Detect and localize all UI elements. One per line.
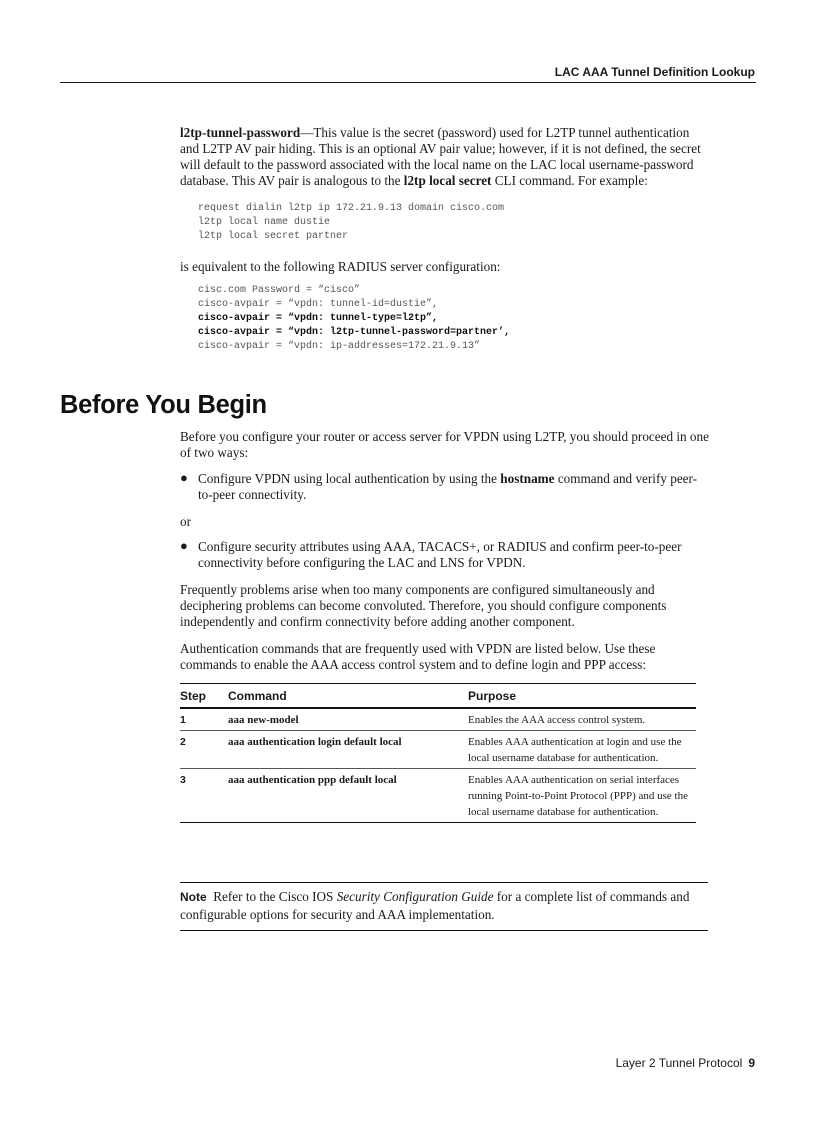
section-heading: Before You Begin: [60, 391, 267, 419]
auth-commands-table: [180, 683, 696, 823]
intro-paragraph: [180, 125, 710, 189]
term-l2tp-tunnel-password: l2tp-tunnel-password: [180, 125, 301, 140]
code-line: request dialin l2tp ip 172.21.9.13 domain cisco.com: [198, 203, 505, 214]
equivalent-paragraph: [180, 259, 710, 275]
column-header-step: Step: [180, 684, 228, 709]
table-row: [180, 708, 696, 731]
note-top-rule: [180, 882, 708, 883]
purpose-cell: Enables the AAA access control system.: [468, 708, 696, 731]
code-example-cli: [198, 202, 504, 244]
code-line: cisco-avpair = “vpdn: ip-addresses=172.21.9.13”: [198, 341, 481, 352]
hostname-command: hostname: [500, 471, 555, 486]
note-bottom-rule: [180, 930, 708, 931]
section-paragraph-3: Authentication commands that are frequently used with VPDN are listed below. Use these commands to enable the AAA access control system and to define login and PPP access:: [180, 641, 656, 672]
note-label: Note: [180, 890, 207, 904]
code-line: cisc.com Password = “cisco”: [198, 285, 361, 296]
bullet-item-2: ● Configure security attributes using AAA, TACACS+, or RADIUS and confirm peer-to-peer connectivity before configuring the LAC and LNS for VPDN.: [180, 538, 682, 570]
table-row: [180, 769, 696, 823]
code-line-bold: cisco-avpair = “vpdn: tunnel-type=l2tp”,: [198, 313, 439, 324]
code-example-radius: [198, 284, 510, 354]
table-header-row: [180, 684, 696, 709]
step-cell: 1: [180, 708, 228, 731]
footer-title: Layer 2 Tunnel Protocol: [615, 1056, 743, 1070]
cli-command-name: l2tp local secret: [403, 173, 492, 188]
step-cell: 2: [180, 731, 228, 769]
column-header-purpose: Purpose: [468, 684, 696, 709]
table-row: [180, 731, 696, 769]
intro-text-1: —This value is the secret (password) used for L2TP tunnel authentication and L2TP AV pair hiding. This is an optional AV pair value; however, if it is not defined, the secret will default to the password associated with the local name on the LAC local username-password database. This AV pair is analogous to the: [180, 125, 701, 188]
page-footer: [616, 1056, 755, 1070]
intro-text-2: CLI command. For example:: [491, 173, 648, 188]
purpose-cell: Enables AAA authentication on serial interfaces running Point-to-Point Protocol (PPP) and use the local username database for authentication.: [468, 769, 696, 823]
command-cell: aaa authentication login default local: [228, 731, 468, 769]
or-separator: or: [180, 514, 191, 529]
purpose-cell: Enables AAA authentication at login and use the local username database for authentication.: [468, 731, 696, 769]
code-line: l2tp local name dustie: [198, 217, 331, 228]
running-header: LAC AAA Tunnel Definition Lookup: [554, 65, 755, 79]
command-cell: aaa authentication ppp default local: [228, 769, 468, 823]
section-paragraph-1: Before you configure your router or access server for VPDN using L2TP, you should proceed in one of two ways:: [180, 429, 709, 460]
section-paragraph-2: Frequently problems arise when too many components are configured simultaneously and deciphering problems can become convoluted. Therefore, you should configure components independently and confirm connectivity before adding another component.: [180, 582, 667, 629]
page-number: 9: [748, 1056, 755, 1070]
code-line: l2tp local secret partner: [198, 231, 349, 242]
bullet-dot-icon: ●: [180, 470, 188, 485]
guide-title: Security Configuration Guide: [336, 889, 494, 904]
step-cell: 3: [180, 769, 228, 823]
column-header-command: Command: [228, 684, 468, 709]
note-block: Note Refer to the Cisco IOS Security Configuration Guide for a complete list of commands and configurable options for security and AAA implementation.: [180, 889, 690, 922]
bullet-dot-icon: ●: [180, 538, 188, 553]
code-line: cisco-avpair = “vpdn: tunnel-id=dustie”,: [198, 299, 439, 310]
equivalent-text: is equivalent to the following RADIUS server configuration:: [180, 259, 501, 274]
header-rule: [60, 82, 756, 83]
code-line-bold: cisco-avpair = “vpdn: l2tp-tunnel-password=partner’,: [198, 327, 511, 338]
bullet-item-1: ● Configure VPDN using local authentication by using the hostname command and verify peer-to-peer connectivity.: [180, 470, 698, 502]
command-cell: aaa new-model: [228, 708, 468, 731]
